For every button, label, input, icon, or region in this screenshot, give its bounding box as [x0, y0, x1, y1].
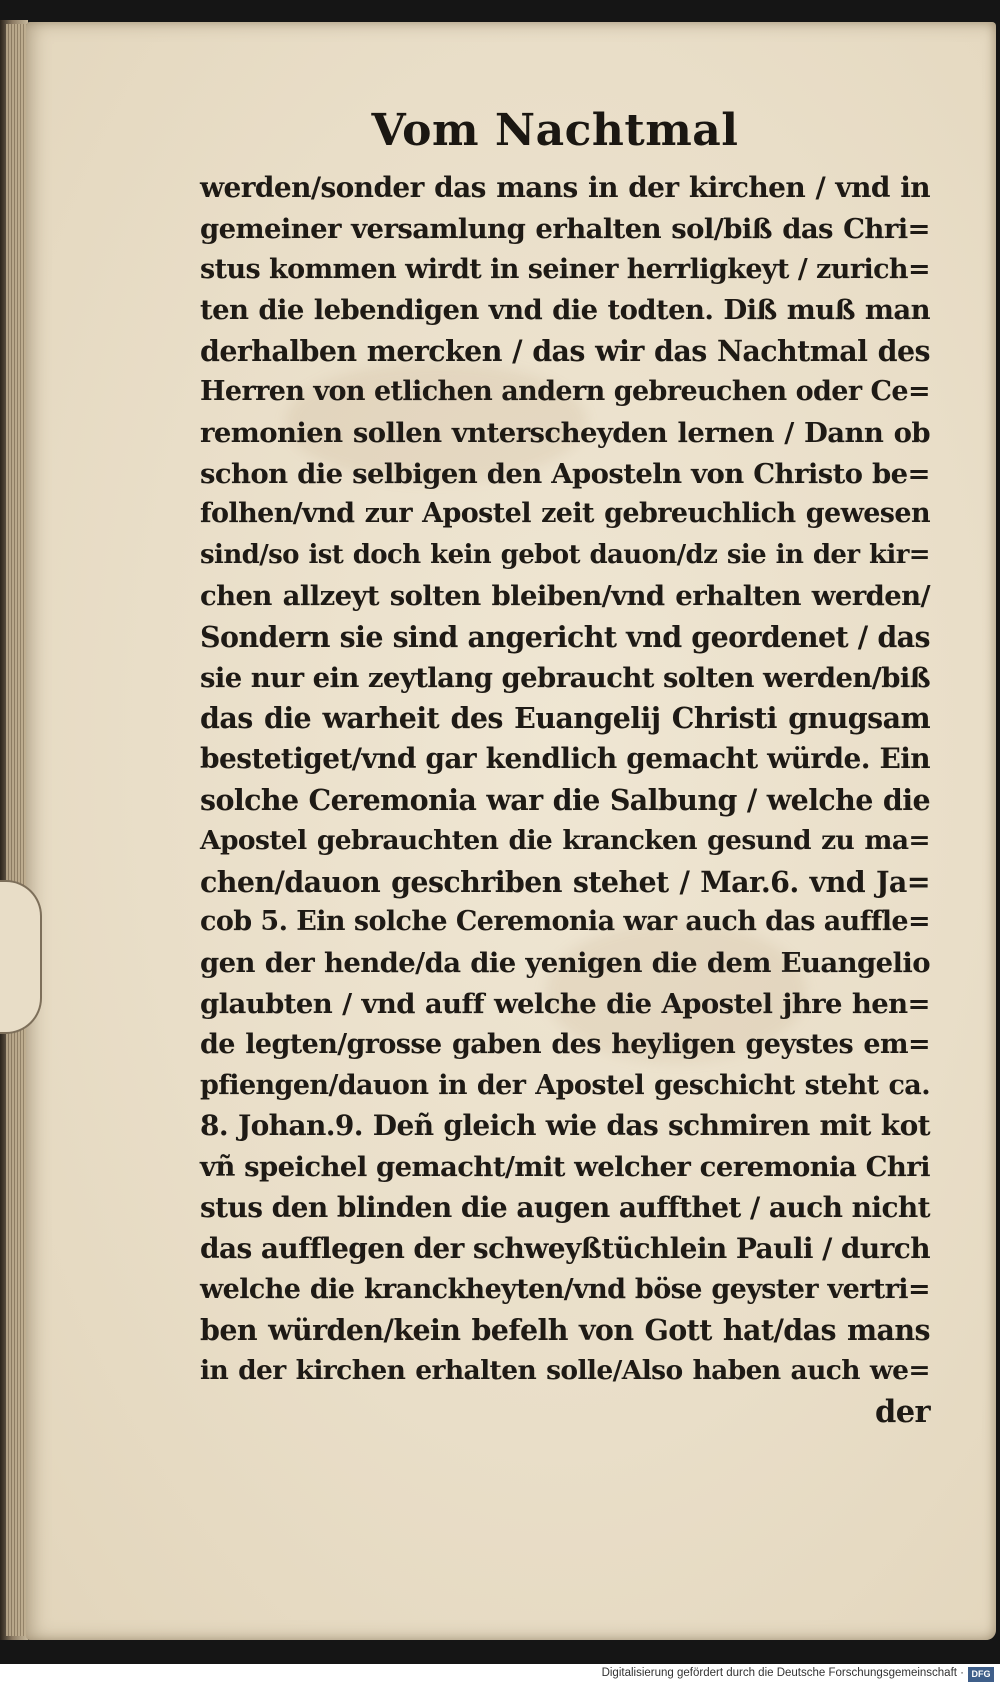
- text-line: ten die lebendigen vnd die todten. Diß muß man: [200, 294, 930, 327]
- text-line: chen/dauon geschriben stehet / Mar.6. vnd Ja=: [200, 864, 930, 899]
- text-line: folhen/vnd zur Apostel zeit gebreuchlich gewesen: [200, 498, 930, 530]
- text-line: sie nur ein zeytlang gebraucht solten werden/biß: [200, 661, 930, 694]
- text-line: werden/sonder das mans in der kirchen / vnd in: [200, 171, 930, 204]
- text-line: sind/so ist doch kein gebot dauon/dz sie in der kir=: [200, 540, 930, 571]
- running-head: Vom Nachtmal: [371, 105, 739, 156]
- text-line: vñ speichel gemacht/mit welcher ceremonia Chri: [200, 1151, 930, 1184]
- text-line: de legten/grosse gaben des heyligen geystes em=: [200, 1028, 930, 1060]
- page-edges: [6, 24, 28, 1636]
- text-line: derhalben mercken / das wir das Nachtmal des: [200, 334, 930, 369]
- text-line: stus den blinden die augen auffthet / auch nicht: [200, 1190, 930, 1224]
- text-line: schon die selbigen den Aposteln von Christo be=: [200, 457, 930, 490]
- funding-credit: Digitalisierung gefördert durch die Deutsche Forschungsgemeinschaft ·: [601, 1667, 964, 1679]
- body-text: [200, 168, 930, 1433]
- text-line: Apostel gebrauchten die krancken gesund zu ma=: [200, 824, 930, 856]
- text-line: das die warheit des Euangelij Christi gnugsam: [200, 701, 930, 736]
- page-tab-marker: [0, 880, 42, 1034]
- text-line: bestetiget/vnd gar kendlich gemacht würde. Ein: [200, 742, 930, 776]
- text-line: in der kirchen erhalten solle/Also haben auch we=: [200, 1355, 930, 1387]
- footer-bar: [0, 1664, 1000, 1688]
- text-line: Herren von etlichen andern gebreuchen oder Ce=: [200, 375, 930, 407]
- dfg-logo: DFG: [968, 1667, 994, 1682]
- text-line: ben würden/kein befelh von Gott hat/das mans: [200, 1313, 930, 1348]
- text-line: glaubten / vnd auff welche die Apostel jhre hen=: [200, 987, 930, 1020]
- text-line: solche Ceremonia war die Salbung / welche die: [200, 782, 930, 817]
- text-line: Sondern sie sind angericht vnd geordenet / das: [200, 619, 930, 654]
- text-line: pfiengen/dauon in der Apostel geschicht steht ca.: [200, 1069, 930, 1101]
- text-line: welche die kranckheyten/vnd böse geyster vertri=: [200, 1273, 930, 1305]
- text-line: remonien sollen vnterscheyden lernen / Dann ob: [200, 416, 930, 449]
- text-line: stus kommen wirdt in seiner herrligkeyt / zurich=: [200, 253, 930, 285]
- catchword: der: [874, 1393, 930, 1430]
- text-line: chen allzeyt solten bleiben/vnd erhalten werden/: [200, 579, 930, 612]
- text-line: das aufflegen der schweyßtüchlein Pauli / durch: [200, 1231, 930, 1265]
- text-line: gemeiner versamlung erhalten sol/biß das Chri=: [200, 212, 930, 245]
- text-line: cob 5. Ein solche Ceremonia war auch das auffle=: [200, 906, 930, 938]
- text-line: 8. Johan.9. Deñ gleich wie das schmiren mit kot: [200, 1109, 930, 1143]
- text-line: gen der hende/da die yenigen die dem Euangelio: [200, 947, 930, 980]
